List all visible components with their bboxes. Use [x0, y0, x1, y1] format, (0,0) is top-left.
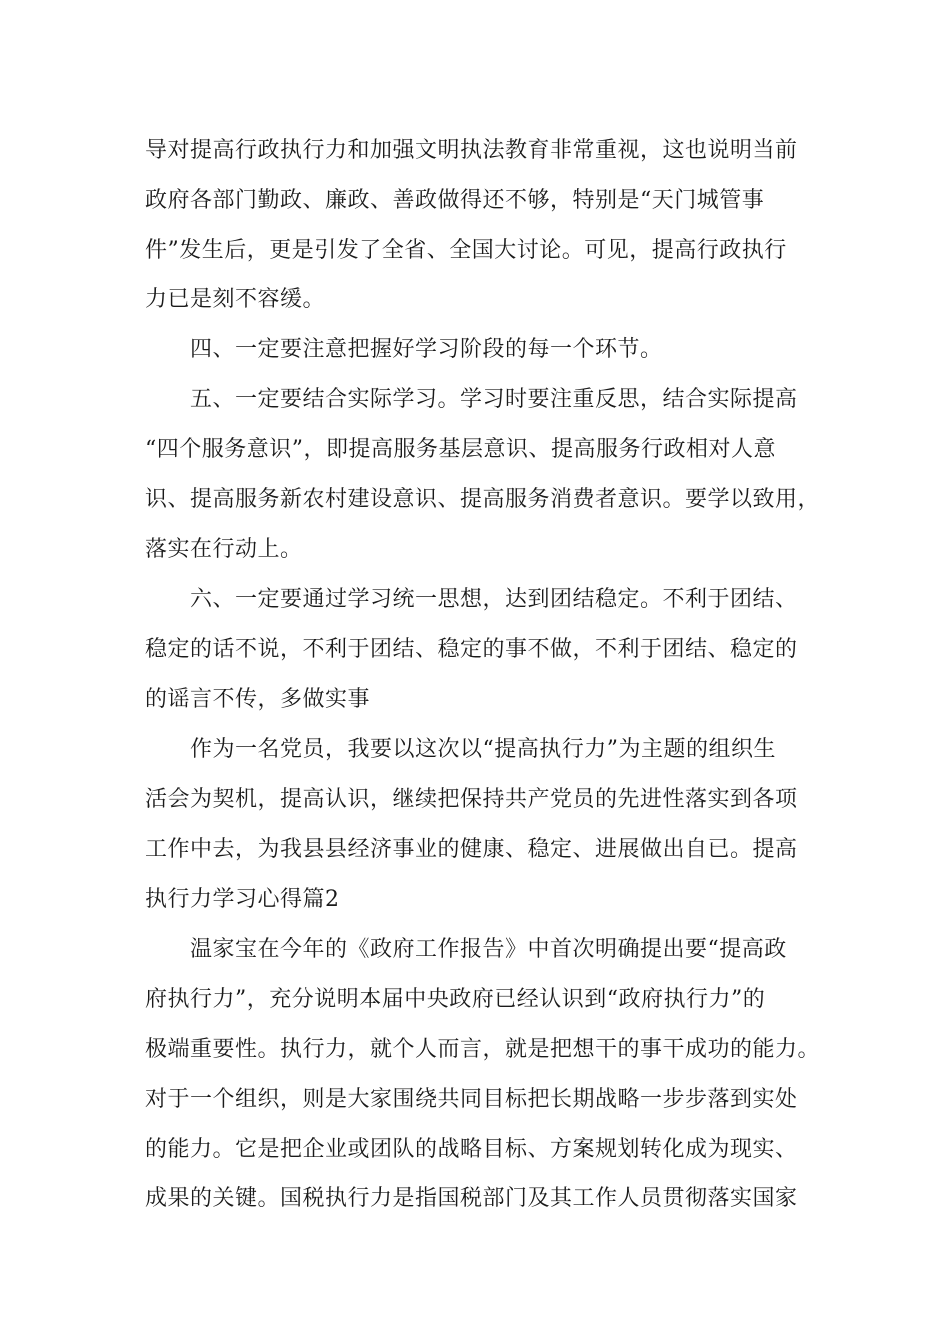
- text-line: 稳定的话不说，不利于团结、稳定的事不做，不利于团结、稳定的: [145, 637, 798, 662]
- text-line: 政府各部门勤政、廉政、善政做得还不够，特别是“天门城管事: [145, 188, 765, 213]
- text-line: 件”发生后，更是引发了全省、全国大讨论。可见，提高行政执行: [145, 238, 787, 263]
- text-line: 工作中去，为我县县经济事业的健康、稳定、进展做出自已。提高: [145, 837, 798, 862]
- text-line: 作为一名党员，我要以这次以“提高执行力”为主题的组织生: [190, 737, 776, 762]
- text-line: 温家宝在今年的《政府工作报告》中首次明确提出要“提高政: [190, 937, 787, 962]
- text-line: 执行力学习心得篇2: [145, 887, 340, 912]
- text-line: 识、提高服务新农村建设意识、提高服务消费者意识。要学以致用，: [145, 487, 821, 512]
- text-line: 极端重要性。执行力，就个人而言，就是把想干的事干成功的能力。: [145, 1037, 821, 1062]
- text-line: 府执行力”，充分说明本届中央政府已经认识到“政府执行力”的: [145, 987, 766, 1012]
- text-line: 的谣言不传，多做实事: [145, 687, 371, 712]
- text-line: 六、一定要通过学习统一思想，达到团结稳定。不利于团结、: [190, 587, 798, 612]
- text-line: 的能力。它是把企业或团队的战略目标、方案规划转化成为现实、: [145, 1137, 798, 1162]
- text-line: 导对提高行政执行力和加强文明执法教育非常重视，这也说明当前: [145, 138, 798, 163]
- text-line: 对于一个组织，则是大家围绕共同目标把长期战略一步步落到实处: [145, 1087, 798, 1112]
- text-line: 四、一定要注意把握好学习阶段的每一个环节。: [190, 337, 663, 362]
- text-line: 成果的关键。国税执行力是指国税部门及其工作人员贯彻落实国家: [145, 1186, 798, 1211]
- text-line: 活会为契机，提高认识，继续把保持共产党员的先进性落实到各项: [145, 787, 798, 812]
- text-line: “四个服务意识”，即提高服务基层意识、提高服务行政相对人意: [145, 437, 776, 462]
- text-line: 力已是刻不容缓。: [145, 287, 326, 312]
- text-line: 落实在行动上。: [145, 537, 303, 562]
- text-line: 五、一定要结合实际学习。学习时要注重反思，结合实际提高: [190, 387, 798, 412]
